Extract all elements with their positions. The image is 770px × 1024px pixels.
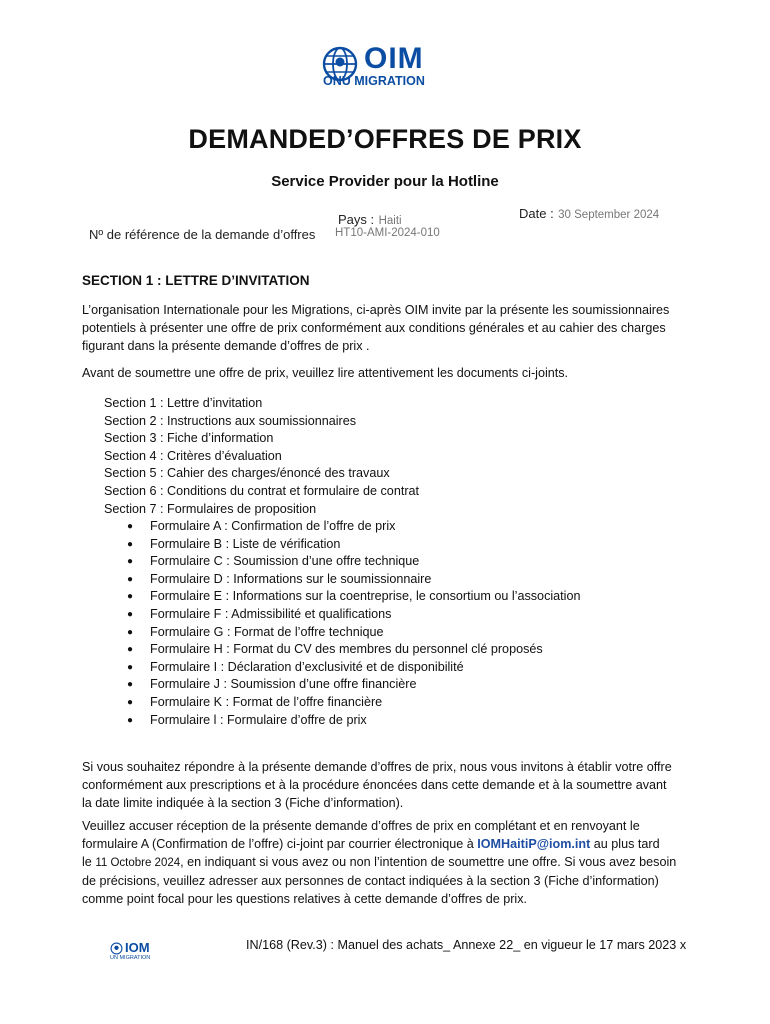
form-item-label: Formulaire K : Format de l’offre financière: [150, 694, 383, 709]
list-item: [125, 588, 580, 606]
list-item: [125, 712, 580, 730]
bullet-icon: ●: [127, 661, 134, 673]
list-item: [125, 641, 580, 659]
globe-icon: [110, 942, 123, 955]
bullet-icon: ●: [127, 556, 134, 568]
list-item: [125, 694, 580, 712]
bullet-icon: ●: [127, 573, 134, 585]
form-item-label: Formulaire G : Format de l’offre technique: [150, 624, 384, 639]
forms-list: [125, 518, 580, 729]
footer-logo-wordmark: IOM: [125, 940, 150, 955]
list-item: Section 2 : Instructions aux soumissionnaires: [104, 413, 356, 428]
form-item-label: Formulaire E : Informations sur la coentreprise, le consortium ou l’association: [150, 589, 581, 604]
section-heading: SECTION 1 : LETTRE D’INVITATION: [82, 273, 310, 288]
list-item: [125, 518, 580, 536]
text-line: comme point focal pour les questions relatives à cette demande d’offres de prix.: [82, 892, 527, 906]
reference-label: Nº de référence de la demande d’offres: [89, 227, 316, 242]
list-item: [125, 536, 580, 554]
text-line: [82, 853, 690, 872]
page-subtitle: Service Provider pour la Hotline: [271, 173, 499, 190]
list-item: Section 5 : Cahier des charges/énoncé des travaux: [104, 466, 390, 481]
list-item: [125, 606, 580, 624]
list-item: [125, 624, 580, 642]
bullet-icon: ●: [127, 696, 134, 708]
page-title: DEMANDED’OFFRES DE PRIX: [188, 124, 582, 154]
bullet-icon: ●: [127, 626, 134, 638]
form-item-label: Formulaire l : Formulaire d’offre de prix: [150, 712, 367, 727]
acknowledgement-paragraph: [82, 817, 690, 908]
logo-wordmark: OIM: [364, 42, 424, 75]
list-item: Section 3 : Fiche d’information: [104, 431, 274, 446]
list-item: [125, 659, 580, 677]
intro-paragraph: [82, 301, 688, 355]
footer-logo-subtext: UN MIGRATION: [110, 955, 151, 961]
sections-list: [104, 395, 419, 518]
form-item-label: Formulaire F : Admissibilité et qualifications: [150, 606, 392, 621]
form-item-label: Formulaire H : Format du CV des membres du personnel clé proposés: [150, 642, 543, 657]
form-item-label: Formulaire J : Soumission d’une offre financière: [150, 677, 417, 692]
response-paragraph: [82, 758, 688, 812]
before-list-text: Avant de soumettre une offre de prix, veuillez lire attentivement les documents ci-joints.: [82, 366, 569, 380]
text-fragment: , en indiquant si vous avez ou non l’intention de soumettre une offre. Si vous avez besoin: [180, 855, 677, 869]
text-fragment: formulaire A (Confirmation de l’offre) ci-joint par courrier électronique à: [82, 837, 474, 851]
bullet-icon: ●: [127, 521, 134, 532]
country-label: Pays :: [338, 212, 375, 227]
bullet-icon: ●: [127, 644, 134, 656]
form-item-label: Formulaire I : Déclaration d’exclusivité et de disponibilité: [150, 659, 464, 674]
date-value: 30 September 2024: [558, 209, 660, 221]
text-line: Si vous souhaitez répondre à la présente demande d’offres de prix, nous vous invitons à établir votre offre: [82, 760, 672, 774]
form-item-label: Formulaire D : Informations sur le soumissionnaire: [150, 571, 432, 586]
text-line: Veuillez accuser réception de la présente demande d’offres de prix en complétant et en renvoyant le: [82, 819, 640, 833]
bullet-icon: ●: [127, 608, 134, 620]
list-item: [125, 571, 580, 589]
footer-logo: [110, 940, 160, 962]
oim-logo: [322, 44, 442, 92]
form-item-label: Formulaire C : Soumission d’une offre technique: [150, 554, 420, 569]
bullet-icon: ●: [127, 714, 134, 726]
text-fragment: au plus tard: [593, 837, 660, 851]
text-line: de précisions, veuillez adresser aux personnes de contact indiquées à la section 3 (Fiche d’information): [82, 874, 659, 888]
bullet-icon: ●: [127, 679, 134, 691]
text-fragment: le: [82, 855, 92, 869]
list-item: Section 4 : Critères d’évaluation: [104, 448, 282, 463]
form-item-label: Formulaire A : Confirmation de l’offre de prix: [150, 519, 396, 533]
text-line: conformément aux prescriptions et à la procédure énoncées dans cette demande et à la soumettre avant: [82, 778, 667, 792]
logo-subtext: ONU MIGRATION: [323, 74, 425, 88]
list-item: [125, 553, 580, 571]
deadline-date: 11 Octobre 2024: [95, 857, 181, 869]
country-value: Haiti: [378, 215, 402, 227]
date-field: [519, 205, 659, 223]
text-line: la date limite indiquée à la section 3 (Fiche d’information).: [82, 796, 404, 810]
email-link[interactable]: IOMHaitiP@iom.int: [477, 837, 591, 851]
bullet-icon: ●: [127, 538, 134, 550]
reference-value: HT10-AMI-2024-010: [335, 227, 440, 239]
list-item: Section 6 : Conditions du contrat et formulaire de contrat: [104, 483, 420, 498]
date-label: Date :: [519, 206, 554, 221]
list-item: Section 1 : Lettre d’invitation: [104, 396, 263, 410]
list-item: Section 7 : Formulaires de proposition: [104, 501, 317, 516]
form-item-label: Formulaire B : Liste de vérification: [150, 536, 341, 551]
text-line: figurant dans la présente demande d’offres de prix .: [82, 339, 370, 353]
text-line: [82, 835, 690, 853]
text-line: potentiels à présenter une offre de prix conformément aux conditions générales et au cahier des charges: [82, 321, 666, 335]
list-item: [125, 676, 580, 694]
bullet-icon: ●: [127, 591, 134, 603]
footer-text: IN/168 (Rev.3) : Manuel des achats_ Annexe 22_ en vigueur le 17 mars 2023 x: [246, 938, 687, 952]
text-line: L’organisation Internationale pour les Migrations, ci-après OIM invite par la présente les soumissionnaires: [82, 303, 670, 317]
